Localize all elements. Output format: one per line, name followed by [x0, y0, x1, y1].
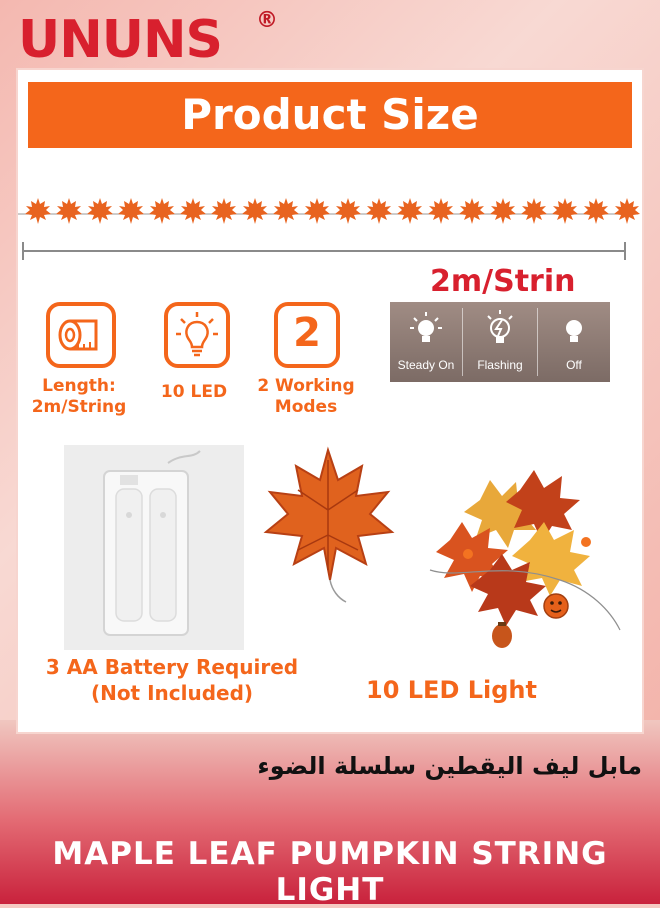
- mode-label-off: Off: [566, 358, 582, 372]
- length-label-line1: Length:: [42, 376, 116, 396]
- maple-leaf-icon: [334, 196, 362, 226]
- maple-leaf-icon: [427, 196, 455, 226]
- led-label-line1: 10 LED: [160, 382, 228, 402]
- length-feature-label: [24, 376, 134, 418]
- mode-off: [538, 302, 610, 382]
- maple-leaf-icon: [117, 196, 145, 226]
- mode-flashing: [463, 302, 537, 382]
- battery-line2: (Not Included): [90, 681, 254, 705]
- battery-line1: 3 AA Battery Required: [45, 655, 299, 679]
- mode-label-flashing: Flashing: [477, 358, 523, 372]
- dimension-line: [22, 250, 626, 252]
- leaf-garland-image: [410, 430, 630, 660]
- length-label-line2: 2m/String: [31, 397, 127, 417]
- light-bulb-icon: [168, 306, 226, 364]
- maple-leaf-icon: [458, 196, 486, 226]
- maple-leaf-icon: [489, 196, 517, 226]
- maple-leaf-icon: [272, 196, 300, 226]
- maple-leaf-icon: [55, 196, 83, 226]
- led-light-label: 10 LED Light: [366, 676, 537, 704]
- length-feature-box: [46, 302, 116, 368]
- maple-leaf-icon: [148, 196, 176, 226]
- dimension-tick-left: [22, 242, 24, 260]
- modes-feature-label: [254, 376, 358, 418]
- maple-leaf-icon: [241, 196, 269, 226]
- led-feature-label: [142, 382, 246, 403]
- off-bulb-icon: [538, 302, 610, 358]
- maple-leaf-icon: [210, 196, 238, 226]
- maple-leaf-icon: [24, 196, 52, 226]
- title-banner: [28, 82, 632, 148]
- modes-label-line2: Modes: [274, 397, 338, 417]
- mode-label-steady: Steady On: [397, 358, 455, 372]
- maple-leaf-icon: [179, 196, 207, 226]
- maple-leaf-icon: [613, 196, 641, 226]
- maple-leaf-icon: [551, 196, 579, 226]
- maple-leaf-icon: [396, 196, 424, 226]
- battery-requirement-label: [42, 654, 302, 706]
- modes-feature-box: [274, 302, 340, 368]
- number-two-icon: 2: [293, 310, 321, 356]
- battery-box-photo: [64, 445, 244, 650]
- brand-logo: UNUNS: [18, 10, 222, 70]
- length-dimension-label: 2m/Strin: [430, 264, 576, 299]
- tape-roll-icon: [50, 306, 112, 364]
- product-card: [18, 70, 642, 732]
- maple-leaf-icon: [303, 196, 331, 226]
- led-feature-box: [164, 302, 230, 368]
- footer-product-title: MAPLE LEAF PUMPKIN STRING LIGHT: [52, 836, 608, 908]
- dimension-tick-right: [624, 242, 626, 260]
- lighting-modes-panel: [390, 302, 610, 382]
- maple-leaf-icon: [365, 196, 393, 226]
- battery-case-image: [64, 445, 244, 650]
- maple-leaf-icon: [520, 196, 548, 226]
- maple-leaf-icon: [582, 196, 610, 226]
- maple-leaf-icon: [86, 196, 114, 226]
- arabic-product-title: مابل ليف اليقطين سلسلة الضوء: [257, 752, 642, 780]
- banner-title: Product Size: [181, 90, 479, 139]
- flashing-bulb-icon: [463, 302, 537, 358]
- steady-bulb-icon: [390, 302, 462, 358]
- mode-steady-on: [390, 302, 462, 382]
- registered-mark: ®: [256, 8, 278, 33]
- maple-leaf-image: [258, 440, 398, 610]
- modes-label-line1: 2 Working: [257, 376, 355, 396]
- maple-leaf-string: [18, 192, 642, 232]
